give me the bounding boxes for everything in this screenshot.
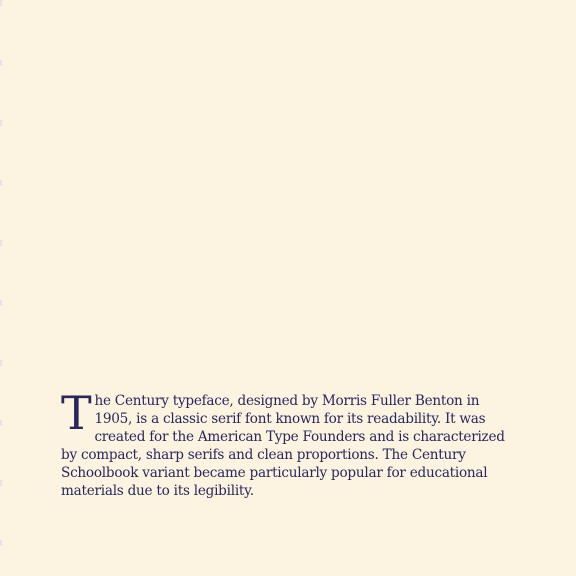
article-paragraph	[61, 386, 511, 500]
article-body-text: he Century typeface, designed by Morris Fuller Benton in 1905, is a classic serif font known for its readability. It was created for the American Type Founders and is characterized by compact, sharp serifs and clean proportions. The Century Schoolbook variant became particularly popular for educational materials due to its legibility.	[61, 393, 505, 499]
drop-cap-letter: T	[61, 386, 92, 440]
page-edge-marks	[0, 0, 2, 576]
